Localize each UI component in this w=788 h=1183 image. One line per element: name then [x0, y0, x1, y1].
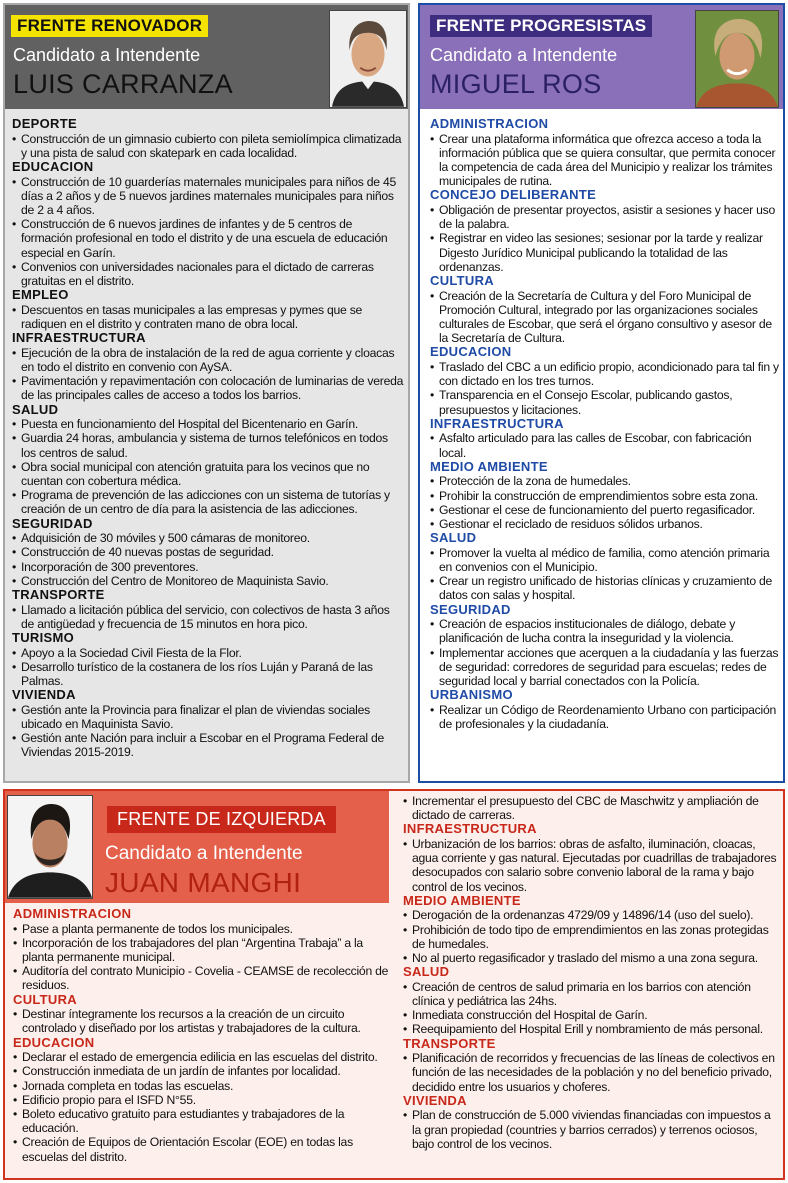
- proposal-item: • Construcción de 6 nuevos jardines de infantes y de 5 centros de formación profesional en todo el distrito y de una escuela de educación especial en Garín.: [12, 217, 404, 260]
- section-heading: SEGURIDAD: [12, 515, 93, 531]
- section-heading: EDUCACION: [12, 159, 94, 174]
- section-heading: DEPORTE: [12, 116, 77, 131]
- proposal-item: • Incorporación de 300 preventores.: [12, 560, 404, 574]
- person-portrait-icon: [696, 11, 778, 107]
- proposal-item: • Auditoría del contrato Municipio - Covelia - CEAMSE de recolección de residuos.: [13, 964, 391, 992]
- panel-header: [5, 791, 389, 903]
- candidate-name: LUIS CARRANZA: [13, 69, 233, 99]
- panel-header: [5, 5, 408, 109]
- proposal-item: • Construcción de 40 nuevas postas de seguridad.: [12, 545, 404, 559]
- proposal-item: • Llamado a licitación pública del servicio, con colectivos de hasta 3 años de antigüedad y frecuencia de 15 minutos en hora pico.: [12, 603, 404, 631]
- proposal-item: • Creación de Equipos de Orientación Escolar (EOE) en todas las escuelas del distrito.: [13, 1135, 391, 1163]
- proposal-item: • Construcción de 10 guarderías maternales municipales para niños de 45 días a 2 años y de 5 nuevos jardines maternales municipales para niños de 2 a 4 años.: [12, 175, 404, 218]
- proposal-item: • Plan de construcción de 5.000 viviendas financiadas con impuestos a la gran propiedad (countries y barrios cerrados) y terrenos ociosos, bajo control de los vecinos.: [403, 1108, 777, 1151]
- proposal-item: • Gestión ante la Provincia para finalizar el plan de viviendas sociales ubicado en Maquinista Savio.: [12, 703, 404, 731]
- proposal-item: • Boleto educativo gratuito para estudiantes y trabajadores de la educación.: [13, 1107, 391, 1135]
- proposal-item: • Implementar acciones que acerquen a la ciudadanía y las fuerzas de seguridad: corredores de seguridad para escuelas; redes de seguridad local y barrial conectados con la Policía.: [430, 646, 780, 689]
- proposal-item: • Declarar el estado de emergencia edilicia en las escuelas del distrito.: [13, 1050, 391, 1064]
- front-title: FRENTE DE IZQUIERDA: [107, 806, 336, 833]
- proposal-item: • Creación de centros de salud primaria en los barrios con atención clínica y pediátrica las 24hs.: [403, 980, 777, 1008]
- frente-progresistas-panel: [418, 3, 785, 783]
- proposal-item: • Creación de espacios institucionales de diálogo, debate y planificación de lucha contra la inseguridad y la violencia.: [430, 617, 780, 645]
- proposal-item: • Construcción del Centro de Monitoreo de Maquinista Savio.: [12, 574, 404, 588]
- proposals-list: [12, 117, 404, 760]
- proposal-item: • Crear un registro unificado de historias clínicas y cruzamiento de datos con salas y hospital.: [430, 574, 780, 602]
- candidate-label: Candidato a Intendente: [13, 45, 201, 65]
- proposal-item: • Inmediata construcción del Hospital de Garín.: [403, 1008, 777, 1022]
- candidate-photo: [329, 10, 407, 108]
- proposal-item: • Descuentos en tasas municipales a las empresas y pymes que se radiquen en el distrito y contraten mano de obra local.: [12, 303, 404, 331]
- section-heading: SALUD: [430, 530, 477, 546]
- proposal-item: • Incrementar el presupuesto del CBC de Maschwitz y ampliación de dictado de carreras.: [403, 794, 777, 822]
- proposals-list: [430, 117, 780, 731]
- front-title: FRENTE RENOVADOR: [11, 15, 208, 37]
- proposal-item: • Construcción de un gimnasio cubierto con pileta semiolímpica climatizada y una pista de salud con skatepark en cada localidad.: [12, 132, 404, 160]
- proposal-item: • Desarrollo turístico de la costanera de los ríos Luján y Paraná de las Palmas.: [12, 660, 404, 688]
- candidate-photo: [695, 10, 779, 108]
- proposal-item: • Ejecución de la obra de instalación de la red de agua corriente y cloacas en todo el distrito en convenio con AySA.: [12, 346, 404, 374]
- proposal-item: • Planificación de recorridos y frecuencias de las líneas de colectivos en función de las necesidades de la población y no del beneficio privado, decidido entre los usuarios y choferes.: [403, 1051, 777, 1094]
- proposal-item: • Puesta en funcionamiento del Hospital del Bicentenario en Garín.: [12, 417, 404, 431]
- proposal-item: • Pavimentación y repavimentación con colocación de luminarias de vereda de las principales calles de acceso a todos los barrios.: [12, 374, 404, 402]
- section-heading: SEGURIDAD: [430, 601, 511, 617]
- proposal-item: • Protección de la zona de humedales.: [430, 474, 780, 488]
- section-heading: EMPLEO: [12, 287, 69, 303]
- proposal-item: • Adquisición de 30 móviles y 500 cámaras de monitoreo.: [12, 531, 404, 545]
- proposal-item: • Urbanización de los barrios: obras de asfalto, iluminación, cloacas, agua corriente y gas natural. Ejecutadas por cuadrillas de trabajadores desocupados con salario sobre convenio laboral de la rama y bajo control de los vecinos.: [403, 837, 777, 894]
- proposal-item: • Gestión ante Nación para incluir a Escobar en el Programa Federal de Viviendas 2015-2019.: [12, 731, 404, 759]
- proposal-item: • Gestionar el cese de funcionamiento del puerto regasificador.: [430, 503, 780, 517]
- candidate-name: MIGUEL ROS: [430, 69, 602, 99]
- proposal-item: • Transparencia en el Consejo Escolar, publicando gastos, presupuestos y licitaciones.: [430, 388, 780, 416]
- frente-de-izquierda-panel: [3, 789, 785, 1180]
- proposal-item: • Obligación de presentar proyectos, asistir a sesiones y hacer uso de la palabra.: [430, 203, 780, 231]
- proposals-list-left: [13, 907, 391, 1164]
- candidate-name: JUAN MANGHI: [105, 867, 302, 898]
- panel-header: [420, 5, 783, 109]
- section-heading: ADMINISTRACION: [430, 116, 549, 131]
- proposal-item: • Prohibición de todo tipo de emprendimientos en las zonas protegidas de humedales.: [403, 923, 777, 951]
- proposal-item: • Traslado del CBC a un edificio propio, acondicionado para tal fin y con dictado en los tres turnos.: [430, 360, 780, 388]
- proposal-item: • Gestionar el reciclado de residuos sólidos urbanos.: [430, 517, 780, 531]
- section-heading: CULTURA: [430, 273, 494, 289]
- proposal-item: • Crear una plataforma informática que ofrezca acceso a toda la información pública que se quiera consultar, que permita conocer la competencia de cada área del Municipio y realizar los trámites municipales de rutina.: [430, 132, 780, 189]
- section-heading: INFRAESTRUCTURA: [403, 821, 537, 837]
- proposal-item: • Registrar en video las sesiones; sesionar por la tarde y realizar Digesto Jurídico Municipal publicando la totalidad de las ordenanzas.: [430, 231, 780, 274]
- proposal-item: • Programa de prevención de las adicciones con un sistema de tutorías y creación de un centro de día para la asistencia de las adicciones.: [12, 488, 404, 516]
- frente-renovador-panel: [3, 3, 410, 783]
- front-title: FRENTE PROGRESISTAS: [430, 15, 652, 37]
- section-heading: VIVIENDA: [403, 1092, 467, 1108]
- candidate-photo: [7, 795, 93, 899]
- section-heading: CONCEJO DELIBERANTE: [430, 187, 597, 203]
- section-heading: TRANSPORTE: [403, 1035, 496, 1051]
- section-heading: TURISMO: [12, 630, 75, 646]
- proposal-item: • No al puerto regasificador y traslado del mismo a una zona segura.: [403, 951, 777, 965]
- section-heading: INFRAESTRUCTURA: [430, 415, 564, 431]
- person-portrait-icon: [330, 11, 406, 107]
- proposal-item: • Incorporación de los trabajadores del plan “Argentina Trabaja” a la planta permanente municipal.: [13, 936, 391, 964]
- proposal-item: • Destinar íntegramente los recursos a la creación de un circuito controlado y diseñado por los artistas y trabajadores de la cultura.: [13, 1007, 391, 1035]
- section-heading: ADMINISTRACION: [13, 906, 132, 921]
- proposals-list-right: [403, 794, 777, 1151]
- section-heading: MEDIO AMBIENTE: [403, 892, 521, 908]
- proposal-item: • Obra social municipal con atención gratuita para los vecinos que no cuentan con cobertura médica.: [12, 460, 404, 488]
- proposal-item: • Pase a planta permanente de todos los municipales.: [13, 922, 391, 936]
- candidate-label: Candidato a Intendente: [430, 45, 618, 65]
- candidate-label: Candidato a Intendente: [105, 843, 303, 864]
- section-heading: EDUCACION: [13, 1034, 95, 1050]
- proposal-item: • Derogación de la ordenanzas 4729/09 y 14896/14 (uso del suelo).: [403, 908, 777, 922]
- section-heading: VIVIENDA: [12, 687, 76, 703]
- section-heading: SALUD: [12, 401, 59, 417]
- proposal-item: • Edificio propio para el ISFD N°55.: [13, 1093, 391, 1107]
- proposal-item: • Construcción inmediata de un jardín de infantes por localidad.: [13, 1064, 391, 1078]
- section-heading: MEDIO AMBIENTE: [430, 458, 548, 474]
- person-portrait-icon: [8, 796, 92, 898]
- proposal-item: • Realizar un Código de Reordenamiento Urbano con participación de profesionales y la ciudadanía.: [430, 703, 780, 731]
- proposal-item: • Jornada completa en todas las escuelas.: [13, 1079, 391, 1093]
- proposal-item: • Promover la vuelta al médico de familia, como atención primaria en convenios con el Municipio.: [430, 546, 780, 574]
- proposal-item: • Asfalto articulado para las calles de Escobar, con fabricación local.: [430, 431, 780, 459]
- section-heading: EDUCACION: [430, 344, 512, 360]
- section-heading: INFRAESTRUCTURA: [12, 330, 146, 346]
- section-heading: SALUD: [403, 964, 450, 980]
- proposal-item: • Convenios con universidades nacionales para el dictado de carreras gratuitas en el distrito.: [12, 260, 404, 288]
- proposal-item: • Apoyo a la Sociedad Civil Fiesta de la Flor.: [12, 646, 404, 660]
- proposal-item: • Creación de la Secretaría de Cultura y del Foro Municipal de Promoción Cultural, integrado por las organizaciones sociales culturales de Escobar, que será el órgano consultivo y asesor de la Secretaría de Cultura.: [430, 289, 780, 346]
- proposal-item: • Guardia 24 horas, ambulancia y sistema de turnos telefónicos en todos los centros de salud.: [12, 431, 404, 459]
- section-heading: URBANISMO: [430, 687, 513, 703]
- section-heading: TRANSPORTE: [12, 587, 105, 603]
- proposal-item: • Reequipamiento del Hospital Erill y nombramiento de más personal.: [403, 1022, 777, 1036]
- section-heading: CULTURA: [13, 991, 77, 1007]
- proposal-item: • Prohibir la construcción de emprendimientos sobre esta zona.: [430, 489, 780, 503]
